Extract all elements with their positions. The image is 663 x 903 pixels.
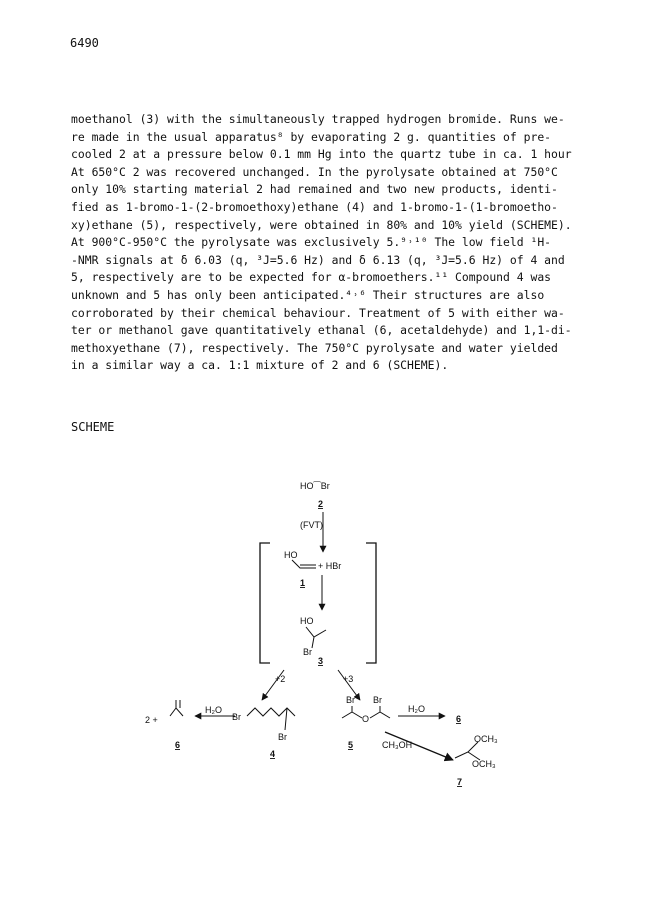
right-bracket [366, 543, 376, 663]
compound-5-o: O [362, 714, 370, 724]
compound-3-ho: HO [300, 616, 314, 626]
compound-1-bonds [292, 560, 316, 568]
text-line: re made in the usual apparatus⁸ by evaporating 2 g. quantities of pre- [71, 129, 552, 144]
text-line: cooled 2 at a pressure below 0.1 mm Hg into the quartz tube in ca. 1 hour [71, 147, 572, 162]
text-line: fied as 1-bromo-1-(2-bromoethoxy)ethane (4) and 1-bromo-1-(1-bromoetho- [71, 199, 558, 214]
compound-2-formula: HO⁀Br [300, 481, 330, 491]
text-line: At 650°C 2 was recovered unchanged. In the pyrolysate obtained at 750°C [71, 164, 558, 179]
text-line: At 900°C-950°C the pyrolysate was exclusively 5.⁹˒¹⁰ The low field ¹H- [71, 235, 552, 250]
text-line: in a similar way a ca. 1:1 mixture of 2 and 6 (SCHEME). [71, 358, 449, 373]
fvt-label: (FVT) [300, 520, 323, 530]
text-line: unknown and 5 has only been anticipated.⁴˒⁶ Their structures are also [71, 287, 545, 302]
text-line: moethanol (3) with the simultaneously trapped hydrogen bromide. Runs we- [71, 112, 565, 126]
compound-4-bonds [247, 708, 295, 730]
compound-3-br: Br [303, 647, 312, 657]
plus2-label: +2 [275, 674, 286, 684]
scheme-title: SCHEME [71, 420, 115, 434]
acetaldehyde-structure [170, 700, 183, 716]
compound-5-br1: Br [346, 695, 355, 705]
compound-4-br1: Br [232, 712, 241, 722]
page-number: 6490 [70, 36, 99, 50]
compound-6-right-label: 6 [456, 714, 462, 724]
plus3-label: +3 [343, 674, 354, 684]
compound-7-bonds [455, 742, 480, 760]
compound-5-br2: Br [373, 695, 382, 705]
compound-3-bonds [306, 627, 326, 648]
compound-3-label: 3 [318, 656, 324, 666]
compound-5-label: 5 [348, 740, 354, 750]
hbr-label: + HBr [318, 561, 342, 571]
compound-1-ho: HO [284, 550, 298, 560]
text-line: xy)ethane (5), respectively, were obtained in 80% and 10% yield (SCHEME). [71, 217, 572, 232]
h2o-right-label: H₂O [408, 704, 425, 714]
h2o-left-label: H₂O [205, 705, 222, 715]
text-line: ter or methanol gave quantitatively ethanal (6, acetaldehyde) and 1,1-di- [71, 323, 572, 338]
compound-2-label: 2 [318, 499, 324, 509]
left-prefix: 2 + [145, 715, 158, 725]
text-line: corroborated by their chemical behaviour. Treatment of 5 with either wa- [71, 305, 565, 320]
compound-7-och3-a: OCH₃ [474, 734, 498, 744]
text-line: 5, respectively are to be expected for α-bromoethers.¹¹ Compound 4 was [71, 270, 552, 285]
text-line: only 10% starting material 2 had remained and two new products, identi- [71, 182, 558, 197]
left-bracket [260, 543, 270, 663]
ch3oh-label: CH₃OH [382, 740, 413, 750]
compound-4-br2: Br [278, 732, 287, 742]
compound-1-label: 1 [300, 578, 306, 588]
text-line: -NMR signals at δ 6.03 (q, ³J=5.6 Hz) and δ 6.13 (q, ³J=5.6 Hz) of 4 and [71, 252, 565, 267]
compound-7-och3-b: OCH₃ [472, 759, 496, 769]
compound-7-label: 7 [457, 777, 463, 787]
text-line: methoxyethane (7), respectively. The 750°C pyrolysate and water yielded [71, 340, 558, 355]
compound-4-label: 4 [270, 749, 276, 759]
compound-6-label: 6 [175, 740, 181, 750]
